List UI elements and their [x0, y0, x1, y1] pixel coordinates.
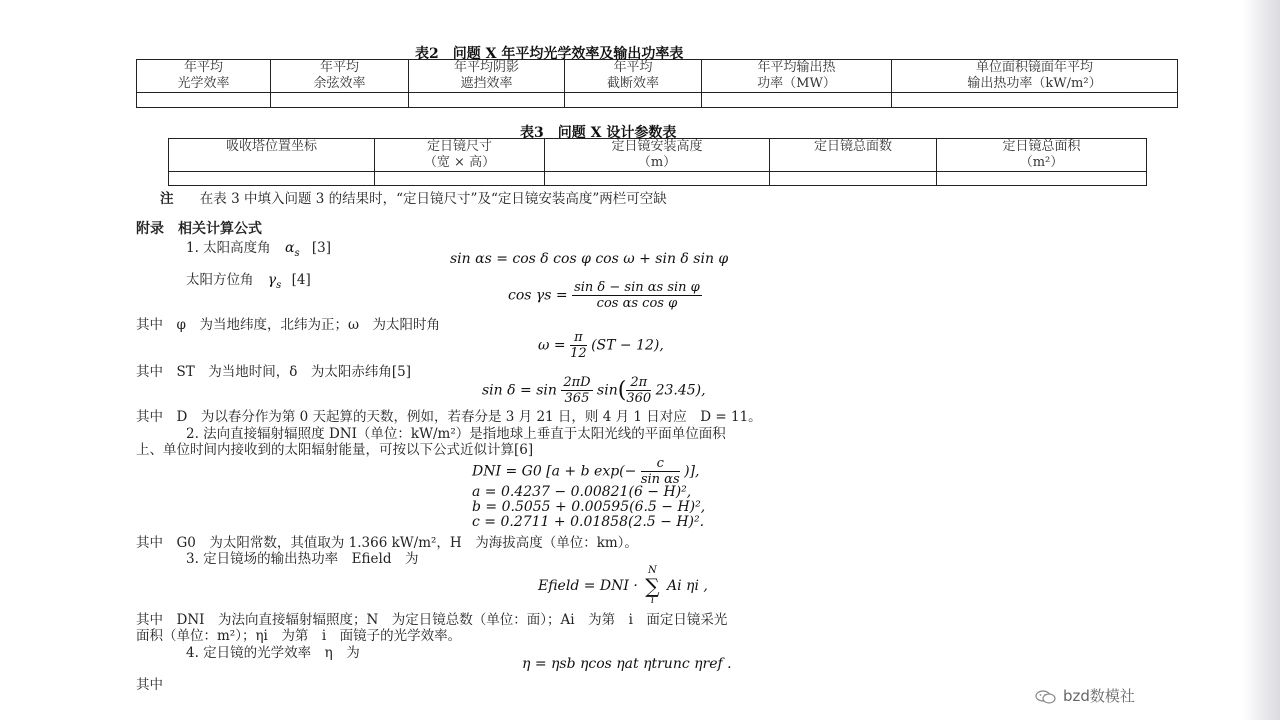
equation-3: ω = $\frac{\pi}{12}$ (ST − 12), — [538, 330, 664, 361]
table3-cell — [375, 172, 545, 186]
equation-7: b = 0.5055 + 0.00595(6.5 − H)², — [472, 499, 706, 515]
table2-header-unit-power: 单位面积镜面年平均 输出热功率（kW/m²） — [892, 60, 1178, 93]
table3-header-tower: 吸收塔位置坐标 — [169, 139, 375, 172]
appendix-item2-b: 上、单位时间内接收到的太阳辐射能量，可按以下公式近似计算[6] — [136, 442, 534, 458]
table3-cell — [937, 172, 1147, 186]
note-text: 在表 3 中填入问题 3 的结果时，“定日镜尺寸”及“定日镜安装高度”两栏可空缺 — [199, 191, 667, 207]
appendix-item4: 4. 定日镜的光学效率 η 为 — [186, 645, 360, 661]
table2-cell — [137, 93, 271, 108]
equation-4: sin δ = sin $\frac{2\pi D}{365}$ sin( $\frac{2\pi}{360}$ 23.45), — [482, 375, 706, 406]
appendix-item1 — [186, 236, 331, 259]
line-5: 其中 D 为以春分作为第 0 天起算的天数，例如，若春分是 3 月 21 日，则 4 月 1 日对应 D = 11。 — [136, 409, 762, 425]
appendix-item2-a: 2. 法向直接辐射辐照度 DNI（单位：kW/m²）是指地球上垂直于太阳光线的平面单位面积 — [186, 426, 726, 442]
equation-2: cos γs = $\frac{\text{sin δ − sin αs sin φ}}{\text{cos αs cos φ}}$ — [508, 280, 700, 311]
item1-symbol: $\alpha_s$ — [284, 240, 300, 259]
appendix-title: 附录 相关计算公式 — [136, 221, 262, 237]
line-3: 其中 φ 为当地纬度，北纬为正；ω 为太阳时角 — [136, 317, 440, 333]
table3-cell — [770, 172, 937, 186]
line-7-b: 面积（单位：m²）；ηi 为第 i 面镜子的光学效率。 — [136, 628, 462, 644]
table3-header-height: 定日镜安装高度 （m） — [545, 139, 770, 172]
table3-caption: 表3 问题 X 设计参数表 — [520, 125, 677, 141]
table3 — [168, 138, 1147, 186]
slide-edge-shadow — [1242, 0, 1280, 720]
table3-header-size: 定日镜尺寸 （宽 × 高） — [375, 139, 545, 172]
line-7-a: 其中 DNI 为法向直接辐射辐照度；N 为定日镜总数（单位：面）；Ai 为第 i 面定日镜采光 — [136, 612, 728, 628]
table2 — [136, 59, 1178, 108]
line-8: 其中 — [136, 677, 163, 693]
table3-header-area: 定日镜总面积 （m²） — [937, 139, 1147, 172]
table2-caption: 表2 问题 X 年平均光学效率及输出功率表 — [415, 46, 684, 62]
azimuth-line — [186, 268, 311, 291]
table2-header-shadow: 年平均阴影 遮挡效率 — [409, 60, 565, 93]
table2-cell — [892, 93, 1178, 108]
table3-cell — [169, 172, 375, 186]
equation-5: DNI = G0 [a + b exp(− $\frac{c}{\text{sin αs}}$ )], — [472, 456, 700, 487]
table2-header-optical: 年平均 光学效率 — [137, 60, 271, 93]
table2-cell — [565, 93, 702, 108]
watermark — [1035, 685, 1135, 706]
item1-ref: [3] — [311, 240, 331, 256]
table2-cell — [409, 93, 565, 108]
equation-8: c = 0.2711 + 0.01858(2.5 − H)². — [472, 514, 705, 530]
equation-9: Efield = DNI · N ∑ i Ai ηi , — [538, 565, 708, 606]
line-6: 其中 G0 为太阳常数，其值取为 1.366 kW/m²，H 为海拔高度（单位：km）。 — [136, 535, 638, 551]
note-label: 注 — [160, 191, 174, 207]
line-4: 其中 ST 为当地时间，δ 为太阳赤纬角[5] — [136, 364, 412, 380]
wechat-icon — [1035, 690, 1057, 704]
table2-cell — [702, 93, 892, 108]
table2-header-power: 年平均输出热 功率（MW） — [702, 60, 892, 93]
table3-cell — [545, 172, 770, 186]
equation-6: a = 0.4237 − 0.00821(6 − H)², — [472, 484, 692, 500]
azimuth-symbol: $\gamma_s$ — [267, 272, 282, 291]
note — [160, 187, 667, 207]
table2-header-truncation: 年平均 截断效率 — [565, 60, 702, 93]
azimuth-ref: [4] — [291, 272, 311, 288]
watermark-text: bzd数模社 — [1063, 687, 1135, 705]
azimuth-label: 太阳方位角 — [186, 272, 254, 288]
appendix-item3: 3. 定日镜场的输出热功率 Efield 为 — [186, 551, 419, 567]
table2-header-cosine: 年平均 余弦效率 — [271, 60, 409, 93]
equation-10: η = ηsb ηcos ηat ηtrunc ηref . — [522, 656, 732, 672]
table2-cell — [271, 93, 409, 108]
item1-label: 1. 太阳高度角 — [186, 240, 271, 256]
table3-header-count: 定日镜总面数 — [770, 139, 937, 172]
equation-1: sin αs = cos δ cos φ cos ω + sin δ sin φ — [450, 251, 729, 267]
